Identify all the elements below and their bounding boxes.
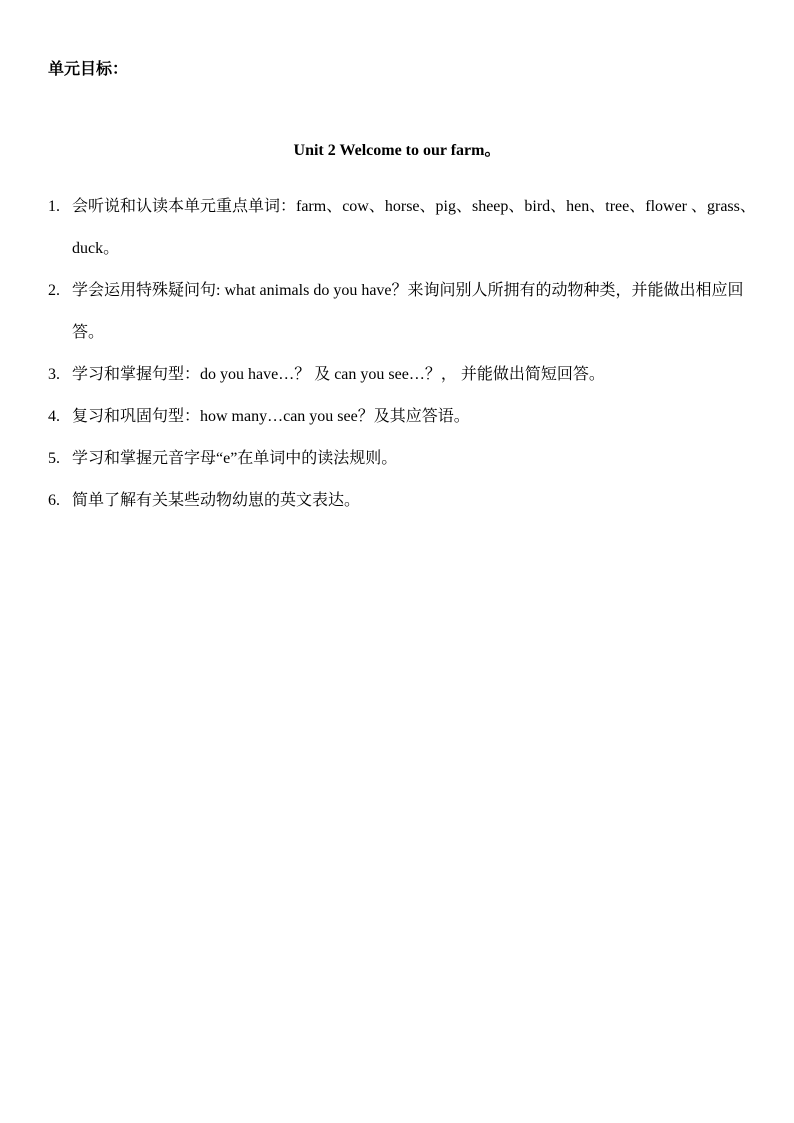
objective-item: [48, 270, 758, 354]
objective-text: 学习和掌握句型：do you have…？ 及 can you see…？， 并能做出简短回答。: [72, 366, 605, 383]
objective-number: 4.: [48, 408, 60, 425]
objective-number: 5.: [48, 450, 60, 467]
unit-title: Unit 2 Welcome to our farm。: [293, 142, 501, 159]
objective-number: 1.: [48, 198, 60, 215]
objectives-list: [48, 186, 758, 522]
objective-text: 会听说和认读本单元重点单词：farm、cow、horse、pig、sheep、bird、hen、tree、flower 、grass、duck。: [72, 198, 756, 257]
objective-item: [48, 480, 758, 522]
objective-item: [48, 354, 758, 396]
objective-text: 简单了解有关某些动物幼崽的英文表达。: [72, 492, 361, 509]
objective-item: [48, 396, 758, 438]
section-heading: 单元目标：: [48, 61, 129, 78]
objective-number: 6.: [48, 492, 60, 509]
objective-text: 学会运用特殊疑问句: what animals do you have？来询问别人所拥有的动物种类，并能做出相应回答。: [72, 282, 744, 341]
objective-text: 学习和掌握元音字母“e”在单词中的读法规则。: [72, 450, 398, 467]
objective-text: 复习和巩固句型：how many…can you see？及其应答语。: [72, 408, 470, 425]
objective-number: 2.: [48, 282, 60, 299]
objective-item: [48, 186, 758, 270]
objective-number: 3.: [48, 366, 60, 383]
objective-item: [48, 438, 758, 480]
